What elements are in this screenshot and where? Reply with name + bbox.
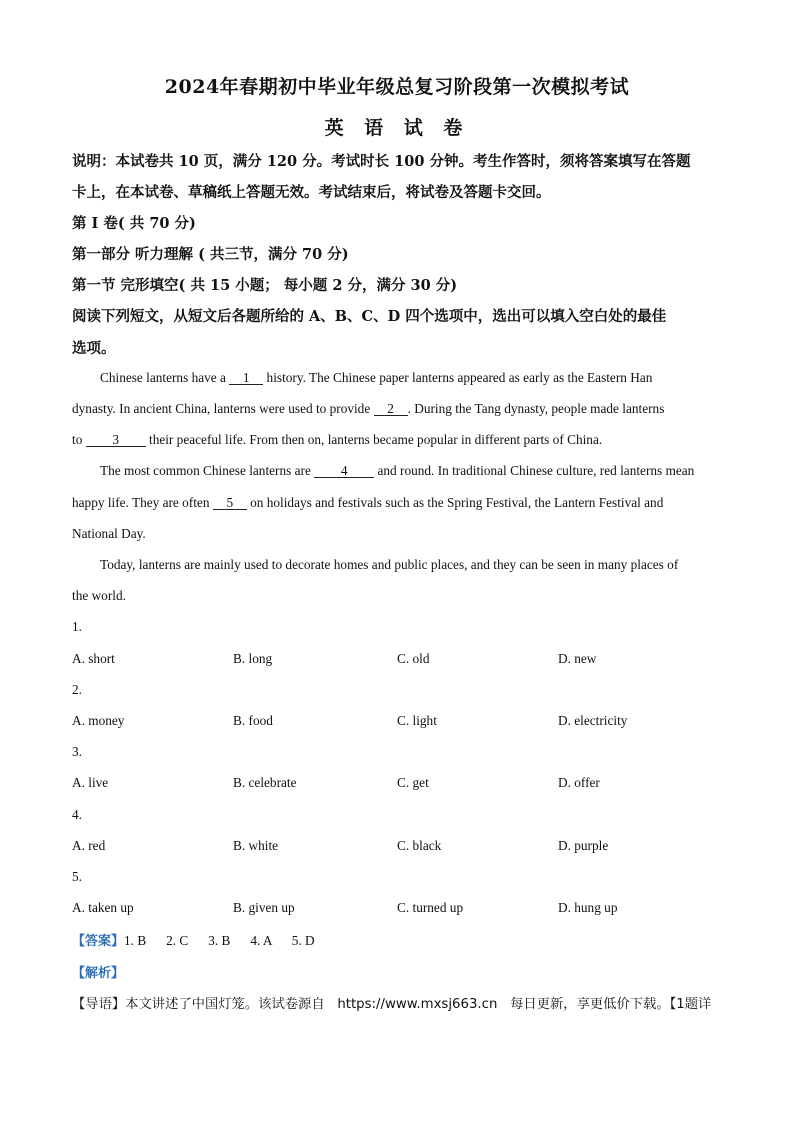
option-c[interactable]: C. old bbox=[397, 651, 430, 666]
analysis-label: 【解析】 bbox=[72, 966, 125, 981]
option-d[interactable]: D. electricity bbox=[558, 713, 628, 728]
option-a[interactable]: A. taken up bbox=[72, 900, 134, 915]
blank-4: 4 bbox=[314, 464, 374, 478]
answer-line bbox=[72, 930, 315, 949]
answer-values: 1. B 2. C 3. B 4. A 5. D bbox=[124, 933, 315, 948]
question-number: 3. bbox=[72, 744, 82, 759]
blank-5: 5 bbox=[213, 496, 247, 510]
passage-text: and round. In traditional Chinese culture, red lanterns mean bbox=[374, 463, 695, 478]
option-a[interactable]: A. short bbox=[72, 651, 115, 666]
option-a[interactable]: A. live bbox=[72, 775, 109, 790]
passage-line bbox=[72, 401, 664, 417]
passage-text: on holidays and festivals such as the Spring Festival, the Lantern Festival and bbox=[246, 495, 664, 510]
guide-label: 【导语】 bbox=[72, 997, 126, 1012]
option-d[interactable]: D. hung up bbox=[558, 900, 618, 915]
passage-text: happy life. They are often bbox=[72, 495, 213, 510]
instructions-line-1: 说明：本试卷共 10 页，满分 120 分。考试时长 100 分钟。考生作答时，须将答案填写在答题 bbox=[72, 153, 691, 170]
passage-text: The most common Chinese lanterns are bbox=[100, 463, 315, 478]
exam-subtitle: 英 语 试 卷 bbox=[324, 117, 470, 139]
passage-text: to bbox=[72, 432, 86, 447]
section-one-heading: 第一节 完形填空( 共 15 小题； 每小题 2 分，满分 30 分) bbox=[72, 277, 458, 294]
analysis-line bbox=[72, 962, 124, 981]
option-b[interactable]: B. long bbox=[233, 651, 273, 666]
exam-title: 2024年春期初中毕业年级总复习阶段第一次模拟考试 bbox=[164, 76, 630, 98]
blank-3: 3 bbox=[86, 433, 146, 447]
passage-line bbox=[100, 370, 652, 386]
guide-text: 本文讲述了中国灯笼。该试卷源自 https://www.mxsj663.cn 每日更新，享更低价下载。【1题详 bbox=[125, 997, 712, 1012]
option-a[interactable]: A. red bbox=[72, 838, 106, 853]
question-number: 4. bbox=[72, 807, 82, 822]
option-b[interactable]: B. white bbox=[233, 838, 279, 853]
directions-line-2: 选项。 bbox=[72, 340, 116, 357]
passage-text: history. The Chinese paper lanterns appeared as early as the Eastern Han bbox=[263, 370, 653, 385]
passage-text: Chinese lanterns have a bbox=[100, 370, 230, 385]
volume-heading: 第 I 卷( 共 70 分) bbox=[72, 215, 196, 232]
question-number: 2. bbox=[72, 682, 82, 697]
instructions-line-2: 卡上，在本试卷、草稿纸上答题无效。考试结束后，将试卷及答题卡交回。 bbox=[72, 184, 551, 201]
option-c[interactable]: C. black bbox=[397, 838, 442, 853]
option-a[interactable]: A. money bbox=[72, 713, 125, 728]
option-b[interactable]: B. food bbox=[233, 713, 273, 728]
passage-line bbox=[72, 432, 602, 448]
passage-text: their peaceful life. From then on, lanterns became popular in different parts of China. bbox=[145, 432, 603, 447]
passage-line: Today, lanterns are mainly used to decorate homes and public places, and they can be seen in many places of bbox=[100, 557, 679, 572]
option-c[interactable]: C. light bbox=[397, 713, 437, 728]
passage-line: National Day. bbox=[72, 526, 146, 541]
option-b[interactable]: B. given up bbox=[233, 900, 295, 915]
part-one-heading: 第一部分 听力理解 ( 共三节，满分 70 分) bbox=[72, 246, 349, 263]
passage-line: the world. bbox=[72, 588, 126, 603]
answer-label: 【答案】 bbox=[72, 934, 125, 949]
blank-2: 2 bbox=[374, 402, 408, 416]
question-number: 5. bbox=[72, 869, 82, 884]
guide-line bbox=[72, 993, 711, 1012]
passage-line bbox=[72, 495, 663, 511]
passage-text: . During the Tang dynasty, people made lanterns bbox=[407, 401, 665, 416]
option-c[interactable]: C. turned up bbox=[397, 900, 464, 915]
blank-1: 1 bbox=[229, 371, 263, 385]
option-b[interactable]: B. celebrate bbox=[233, 775, 297, 790]
option-d[interactable]: D. new bbox=[558, 651, 597, 666]
directions-line-1: 阅读下列短文，从短文后各题所给的 A、B、C、D 四个选项中，选出可以填入空白处的最佳 bbox=[72, 308, 667, 325]
option-d[interactable]: D. purple bbox=[558, 838, 609, 853]
question-number: 1. bbox=[72, 619, 82, 634]
option-d[interactable]: D. offer bbox=[558, 775, 600, 790]
passage-line bbox=[100, 463, 694, 479]
passage-text: dynasty. In ancient China, lanterns were used to provide bbox=[72, 401, 374, 416]
option-c[interactable]: C. get bbox=[397, 775, 429, 790]
